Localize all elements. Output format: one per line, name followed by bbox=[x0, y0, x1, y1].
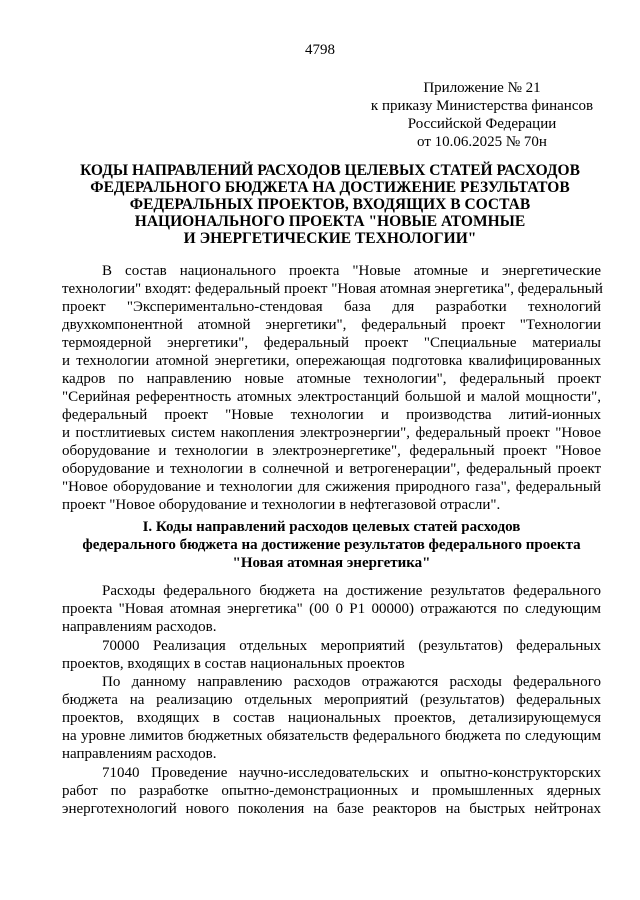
text-line: проектов, входящих в состав национальных проектов, детализирующемуся bbox=[62, 710, 601, 726]
text-line: 71040 Проведение научно-исследовательских и опытно-конструкторских bbox=[102, 765, 601, 781]
text-line: кадров по направлению новые атомные технологии", федеральный проект bbox=[62, 371, 601, 387]
title-line: ФЕДЕРАЛЬНОГО БЮДЖЕТА НА ДОСТИЖЕНИЕ РЕЗУЛЬТАТОВ bbox=[90, 179, 570, 196]
document-title bbox=[60, 162, 600, 247]
text-line: проектов, входящих в состав национальных проектов bbox=[62, 656, 405, 672]
title-line: ФЕДЕРАЛЬНЫХ ПРОЕКТОВ, ВХОДЯЩИХ В СОСТАВ bbox=[129, 196, 531, 213]
text-line: проекта "Новая атомная энергетика" (00 0 Р1 00000) отражаются по следующим bbox=[62, 601, 601, 617]
text-line: По данному направлению расходов отражаются расходы федерального bbox=[102, 674, 601, 690]
section-heading-line: федерального бюджета на достижение результатов федерального проекта bbox=[82, 537, 581, 553]
page-number: 4798 bbox=[305, 42, 335, 58]
text-line: Расходы федерального бюджета на достижение результатов федерального bbox=[102, 583, 601, 599]
appendix-line: от 10.06.2025 № 70н bbox=[417, 134, 547, 150]
text-line: проект "Экспериментально-стендовая база для разработки технологий bbox=[62, 299, 601, 315]
section-heading bbox=[62, 518, 601, 572]
title-line: НАЦИОНАЛЬНОГО ПРОЕКТА "НОВЫЕ АТОМНЫЕ bbox=[134, 213, 526, 230]
text-line: направлениям расходов. bbox=[62, 746, 217, 762]
section-heading-line: "Новая атомная энергетика" bbox=[232, 555, 431, 571]
title-line: КОДЫ НАПРАВЛЕНИЙ РАСХОДОВ ЦЕЛЕВЫХ СТАТЕЙ РАСХОДОВ bbox=[80, 162, 580, 179]
paragraph-70000 bbox=[62, 637, 601, 673]
text-line: технологии" входят: федеральный проект "Новая атомная энергетика", федеральный bbox=[62, 281, 603, 297]
text-line: и постлитиевых систем накопления электроэнергии", федеральный проект "Новое bbox=[62, 425, 601, 441]
text-line: энерготехнологий нового поколения на базе реакторов на быстрых нейтронах bbox=[62, 801, 601, 817]
title-line: И ЭНЕРГЕТИЧЕСКИЕ ТЕХНОЛОГИИ" bbox=[183, 230, 477, 247]
appendix-line: Российской Федерации bbox=[407, 116, 557, 132]
text-line: 70000 Реализация отдельных мероприятий (результатов) федеральных bbox=[102, 638, 601, 654]
text-line: двухкомпонентной атомной энергетики", федеральный проект "Технологии bbox=[62, 317, 601, 333]
text-line: оборудование и технологии в солнечной и ветрогенерации", федеральный проект bbox=[62, 461, 601, 477]
appendix-header bbox=[362, 79, 602, 151]
text-line: "Серийная референтность атомных электростанций большой и малой мощности", bbox=[62, 389, 601, 405]
appendix-line: Приложение № 21 bbox=[423, 80, 541, 96]
text-line: федеральный проект "Новые технологии и производства литий-ионных bbox=[62, 407, 601, 423]
text-line: на уровне лимитов бюджетных обязательств федерального бюджета по следующим bbox=[62, 728, 601, 744]
paragraph-expenses bbox=[62, 582, 601, 636]
text-line: проект "Новое оборудование и технологии в нефтегазовой отрасли". bbox=[62, 497, 501, 513]
text-line: "Новое оборудование и технологии для сжижения природного газа", федеральный bbox=[62, 479, 601, 495]
text-line: В состав национального проекта "Новые атомные и энергетические bbox=[102, 263, 601, 279]
text-line: оборудование и технологии в электроэнергетике", федеральный проект "Новое bbox=[62, 443, 601, 459]
section-heading-line: I. Коды направлений расходов целевых статей расходов bbox=[142, 519, 521, 535]
text-line: и технологии атомной энергетики, опережающая подготовка квалифицированных bbox=[62, 353, 601, 369]
paragraph-71040 bbox=[62, 764, 601, 818]
intro-paragraph bbox=[62, 262, 601, 514]
appendix-line: к приказу Министерства финансов bbox=[370, 98, 594, 114]
text-line: бюджета на реализацию отдельных мероприятий (результатов) федеральных bbox=[62, 692, 601, 708]
text-line: направлениям расходов. bbox=[62, 619, 217, 635]
paragraph-detail bbox=[62, 673, 601, 763]
text-line: термоядерной энергетики", федеральный проект "Специальные материалы bbox=[62, 335, 601, 351]
text-line: работ по разработке опытно-демонстрационных и промышленных ядерных bbox=[62, 783, 601, 799]
